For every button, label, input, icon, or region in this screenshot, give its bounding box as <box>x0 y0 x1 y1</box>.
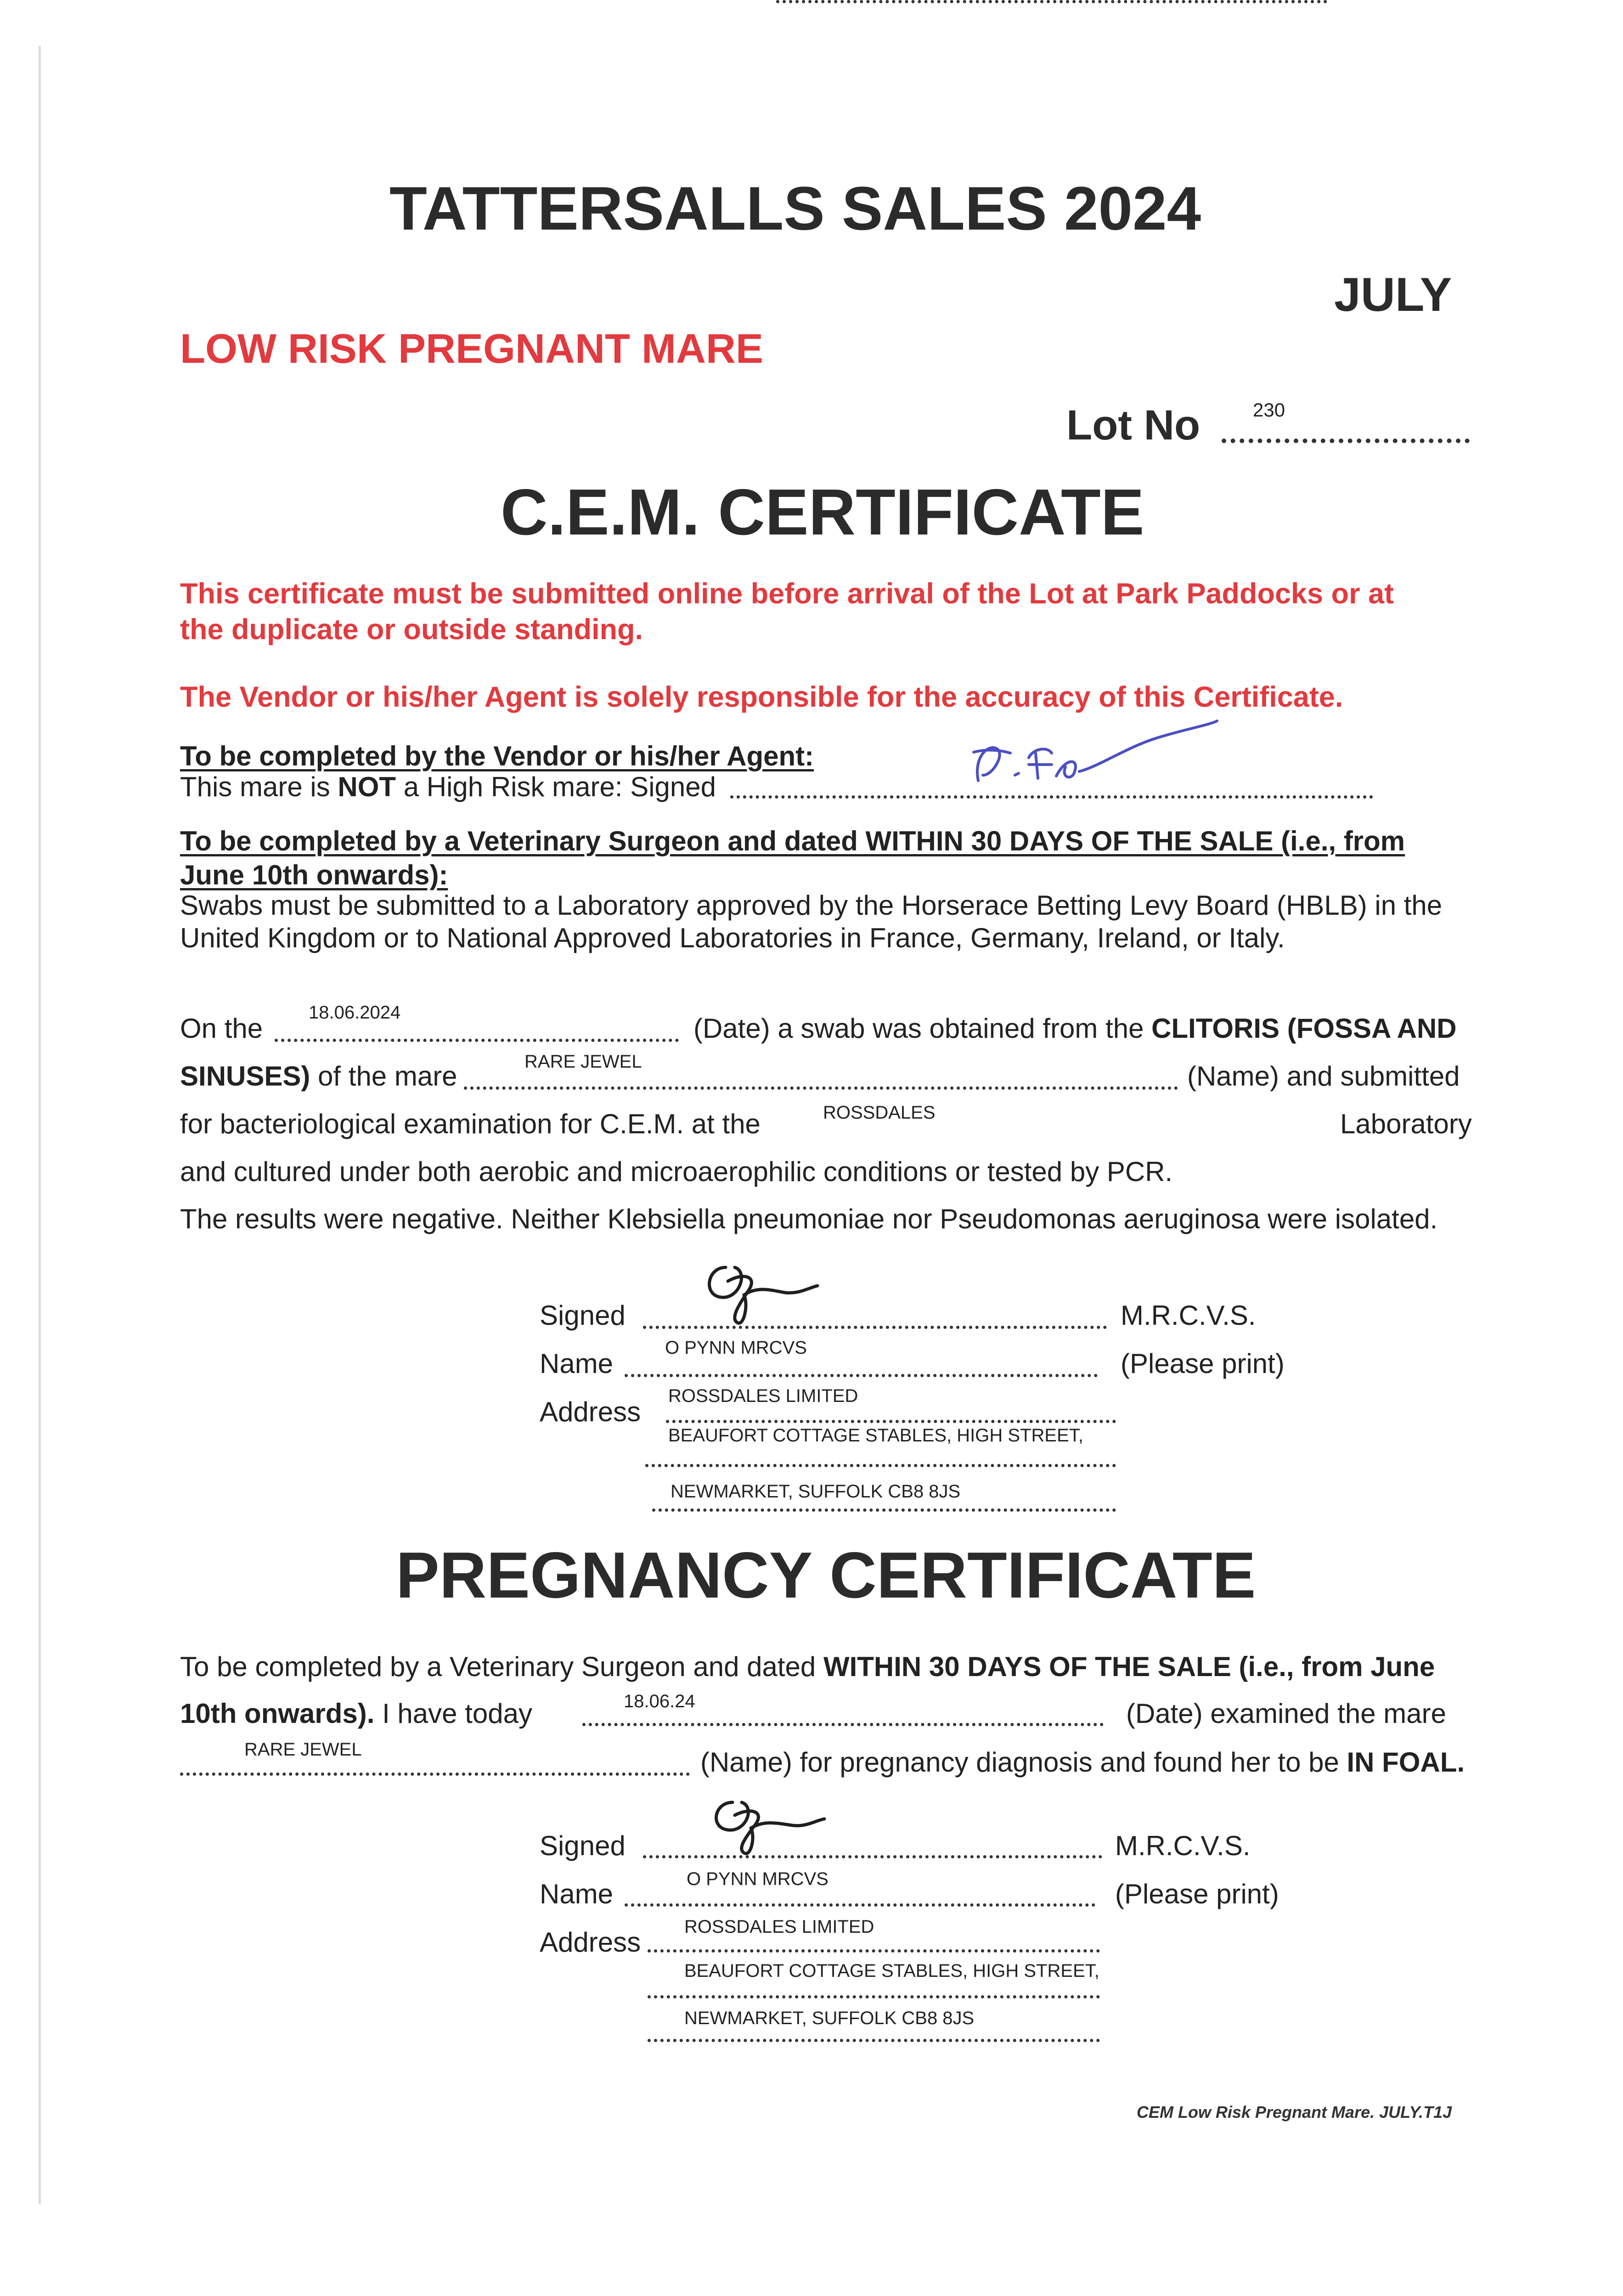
vendor-declaration-text-a: This mare is <box>180 771 338 802</box>
lot-dotted-line <box>1222 439 1470 443</box>
lot-label: Lot No <box>1066 402 1200 449</box>
i-have-today-text: I have today <box>374 1698 532 1729</box>
vet-section-heading-line2: June 10th onwards): <box>180 860 448 890</box>
vendor-declaration <box>180 773 716 801</box>
cem-address-line1 <box>666 1420 1116 1423</box>
pregnancy-heading: PREGNANCY CERTIFICATE <box>396 1539 1256 1612</box>
cem-address-line3-value[interactable]: NEWMARKET, SUFFOLK CB8 8JS <box>671 1481 961 1502</box>
culture-statement: and cultured under both aerobic and microaerophilic conditions or tested by PCR. <box>180 1156 1173 1187</box>
pregnancy-address-line1-value[interactable]: ROSSDALES LIMITED <box>684 1917 874 1937</box>
vet-section-heading-line1: To be completed by a Veterinary Surgeon and dated WITHIN 30 DAYS OF THE SALE (i.e., from <box>180 826 1405 856</box>
pregnancy-date-line <box>582 1723 1104 1726</box>
swab-requirement-line2: United Kingdom or to National Approved Laboratories in France, Germany, Ireland, or Italy. <box>180 923 1285 953</box>
vendor-signature[interactable] <box>960 721 1217 794</box>
sinuses-line <box>180 1063 457 1090</box>
certificate-category: LOW RISK PREGNANT MARE <box>180 326 763 372</box>
pregnancy-address-line1 <box>648 1949 1100 1953</box>
swab-date-suffix <box>693 1015 1457 1042</box>
mare-name-value[interactable]: RARE JEWEL <box>524 1052 642 1072</box>
cem-mrcvs-label: M.R.C.V.S. <box>1121 1300 1256 1331</box>
pregnancy-signed-label: Signed <box>540 1830 626 1861</box>
swab-date-value[interactable]: 18.06.2024 <box>309 1002 401 1023</box>
mare-name-suffix: (Name) and submitted <box>1187 1061 1460 1092</box>
pregnancy-address-line3-value[interactable]: NEWMARKET, SUFFOLK CB8 8JS <box>684 2008 975 2028</box>
pregnancy-date-value[interactable]: 18.06.24 <box>624 1691 695 1711</box>
cem-name-line <box>625 1374 1098 1377</box>
cem-signed-label: Signed <box>540 1300 626 1331</box>
vendor-declaration-text-c: a High Risk mare: Signed <box>396 771 716 802</box>
pregnancy-address-line2-value[interactable]: BEAUFORT COTTAGE STABLES, HIGH STREET, <box>684 1961 1099 1981</box>
pregnancy-intro <box>180 1653 1435 1681</box>
cem-vet-name-value[interactable]: O PYNN MRCVS <box>665 1338 807 1358</box>
cem-notice-responsibility: The Vendor or his/her Agent is solely responsible for the accuracy of this Certificate. <box>180 681 1343 713</box>
on-the-label: On the <box>180 1013 263 1044</box>
sinuses-text: SINUSES) <box>180 1061 310 1092</box>
pregnancy-mrcvs-label: M.R.C.V.S. <box>1115 1830 1251 1861</box>
cem-address-label: Address <box>540 1396 641 1427</box>
laboratory-suffix: Laboratory <box>1340 1109 1472 1139</box>
results-statement: The results were negative. Neither Klebsiella pneumoniae nor Pseudomonas aeruginosa were isolated. <box>180 1204 1438 1234</box>
tenth-onwards-text: 10th onwards). <box>180 1698 375 1729</box>
vendor-section-heading: To be completed by the Vendor or his/her Agent: <box>180 741 814 771</box>
cem-address-line2-value[interactable]: BEAUFORT COTTAGE STABLES, HIGH STREET, <box>668 1425 1083 1446</box>
pregnancy-intro-text: To be completed by a Veterinary Surgeon and dated <box>180 1651 823 1682</box>
lab-prefix: for bacteriological examination for C.E.M. at the <box>180 1109 761 1139</box>
pregnancy-line2-end: (Date) examined the mare <box>1126 1698 1446 1729</box>
pregnancy-line3 <box>700 1749 1465 1776</box>
cem-vet-signature[interactable] <box>693 1254 831 1327</box>
pregnancy-vet-signature[interactable] <box>700 1789 838 1857</box>
pregnancy-address-label: Address <box>540 1927 641 1958</box>
swab-requirement-line1: Swabs must be submitted to a Laboratory approved by the Horserace Betting Levy Board (HBLB) in the <box>180 890 1443 921</box>
scan-edge-line <box>39 46 41 2204</box>
pregnancy-vet-name-value[interactable]: O PYNN MRCVS <box>687 1869 828 1889</box>
pregnancy-mare-name-value[interactable]: RARE JEWEL <box>244 1739 362 1760</box>
lot-number-value[interactable]: 230 <box>1253 399 1285 421</box>
cem-please-print: (Please print) <box>1121 1348 1285 1379</box>
cem-address-line2 <box>645 1464 1116 1467</box>
in-foal-text: IN FOAL. <box>1347 1747 1465 1778</box>
vendor-declaration-not: NOT <box>338 771 396 802</box>
pregnancy-mare-name-line <box>180 1773 690 1776</box>
pregnancy-name-line <box>625 1903 1095 1907</box>
of-the-mare-text: of the mare <box>310 1061 457 1092</box>
pregnancy-please-print: (Please print) <box>1115 1879 1279 1909</box>
cem-name-label: Name <box>540 1348 614 1379</box>
laboratory-line <box>776 0 1327 3</box>
clitoris-fossa-text: CLITORIS (FOSSA AND <box>1151 1013 1457 1044</box>
pregnancy-line2-start <box>180 1700 532 1728</box>
swab-date-line <box>275 1039 679 1042</box>
cem-address-line1-value[interactable]: ROSSDALES LIMITED <box>668 1386 858 1406</box>
form-reference: CEM Low Risk Pregnant Mare. JULY.T1J <box>1137 2103 1452 2122</box>
laboratory-value[interactable]: ROSSDALES <box>823 1103 935 1123</box>
cem-heading: C.E.M. CERTIFICATE <box>501 476 1144 549</box>
mare-name-line <box>464 1086 1178 1090</box>
pregnancy-name-label: Name <box>540 1879 614 1909</box>
vendor-signature-line <box>730 795 1373 799</box>
swab-date-suffix-text: (Date) a swab was obtained from the <box>693 1013 1152 1044</box>
pregnancy-diagnosis-text: (Name) for pregnancy diagnosis and found her to be <box>700 1747 1347 1778</box>
cem-notice-submission-line1: This certificate must be submitted online before arrival of the Lot at Park Paddocks or at <box>180 578 1394 610</box>
cem-notice-submission-line2: the duplicate or outside standing. <box>180 613 643 646</box>
pregnancy-address-line2 <box>648 1995 1100 1998</box>
pregnancy-address-line3 <box>648 2039 1100 2042</box>
pregnancy-intro-bold: WITHIN 30 DAYS OF THE SALE (i.e., from June <box>823 1651 1435 1682</box>
cem-address-line3 <box>652 1508 1116 1512</box>
document-title: TATTERSALLS SALES 2024 <box>389 174 1201 243</box>
sale-name: JULY <box>1334 268 1452 321</box>
